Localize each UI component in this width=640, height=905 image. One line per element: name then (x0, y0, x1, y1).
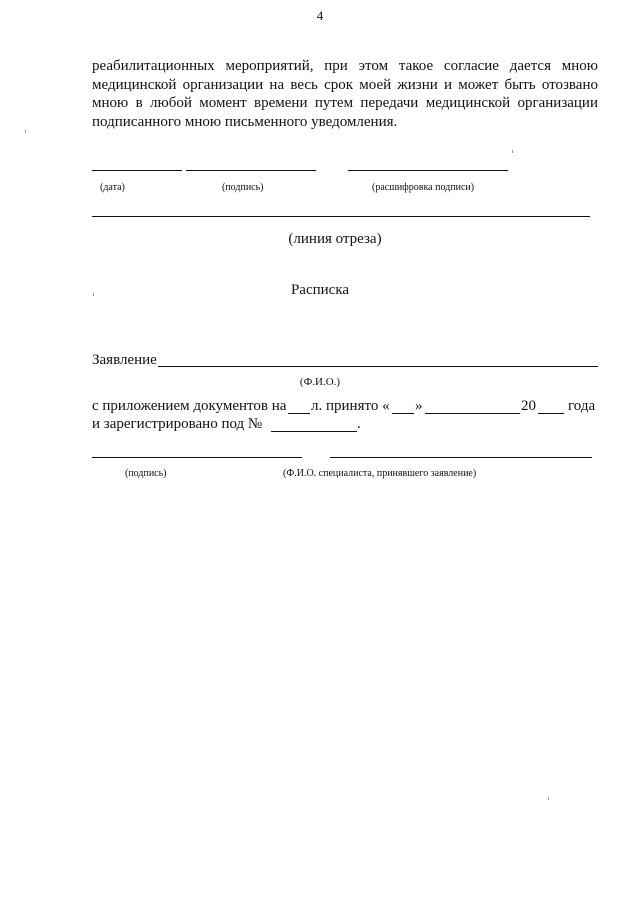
year-prefix: 20 (521, 398, 536, 414)
paragraph-line: медицинской организации на весь срок моей жизни и может быть отозвано (92, 76, 598, 93)
paragraph-line: реабилитационных мероприятий, при этом такое согласие дается мною (92, 58, 598, 74)
scan-speck (548, 797, 549, 800)
bottom-signature-caption: (подпись) (125, 468, 167, 479)
date-line (92, 170, 182, 171)
specialist-caption: (Ф.И.О. специалиста, принявшего заявление) (283, 468, 477, 479)
sheets-count-line (288, 413, 310, 414)
quote-close: » (415, 398, 423, 414)
application-line (158, 366, 598, 367)
application-label: Заявление (92, 352, 157, 368)
month-line (425, 413, 520, 414)
signature-line (186, 170, 316, 171)
registered-period: . (357, 416, 361, 432)
fio-caption: (Ф.И.О.) (299, 376, 341, 388)
day-line (392, 413, 414, 414)
year-suffix: года (568, 398, 596, 414)
consent-paragraph (92, 57, 598, 131)
registered-text: и зарегистрировано под № (92, 416, 263, 432)
signature-caption: (подпись) (222, 182, 264, 193)
year-line (538, 413, 564, 414)
date-caption: (дата) (100, 182, 125, 193)
bottom-signature-line (92, 457, 302, 458)
receipt-title: Расписка (290, 282, 350, 298)
decoding-caption: (расшифровка подписи) (372, 182, 475, 193)
paragraph-line: подписанного мною письменного уведомления. (92, 113, 398, 130)
specialist-name-line (330, 457, 592, 458)
scan-speck (25, 130, 26, 133)
scan-speck (512, 150, 513, 153)
paragraph-line: мною в любой момент времени путем передачи медицинской организации (92, 95, 598, 111)
registration-number-line (271, 431, 357, 432)
scan-speck (93, 293, 94, 296)
cut-line-label: (линия отреза) (288, 231, 382, 247)
cut-line (92, 216, 590, 217)
attachments-text: с приложением документов на (92, 398, 287, 414)
decoding-line (348, 170, 508, 171)
page-number: 4 (316, 8, 324, 23)
accepted-text: л. принято « (311, 398, 390, 414)
